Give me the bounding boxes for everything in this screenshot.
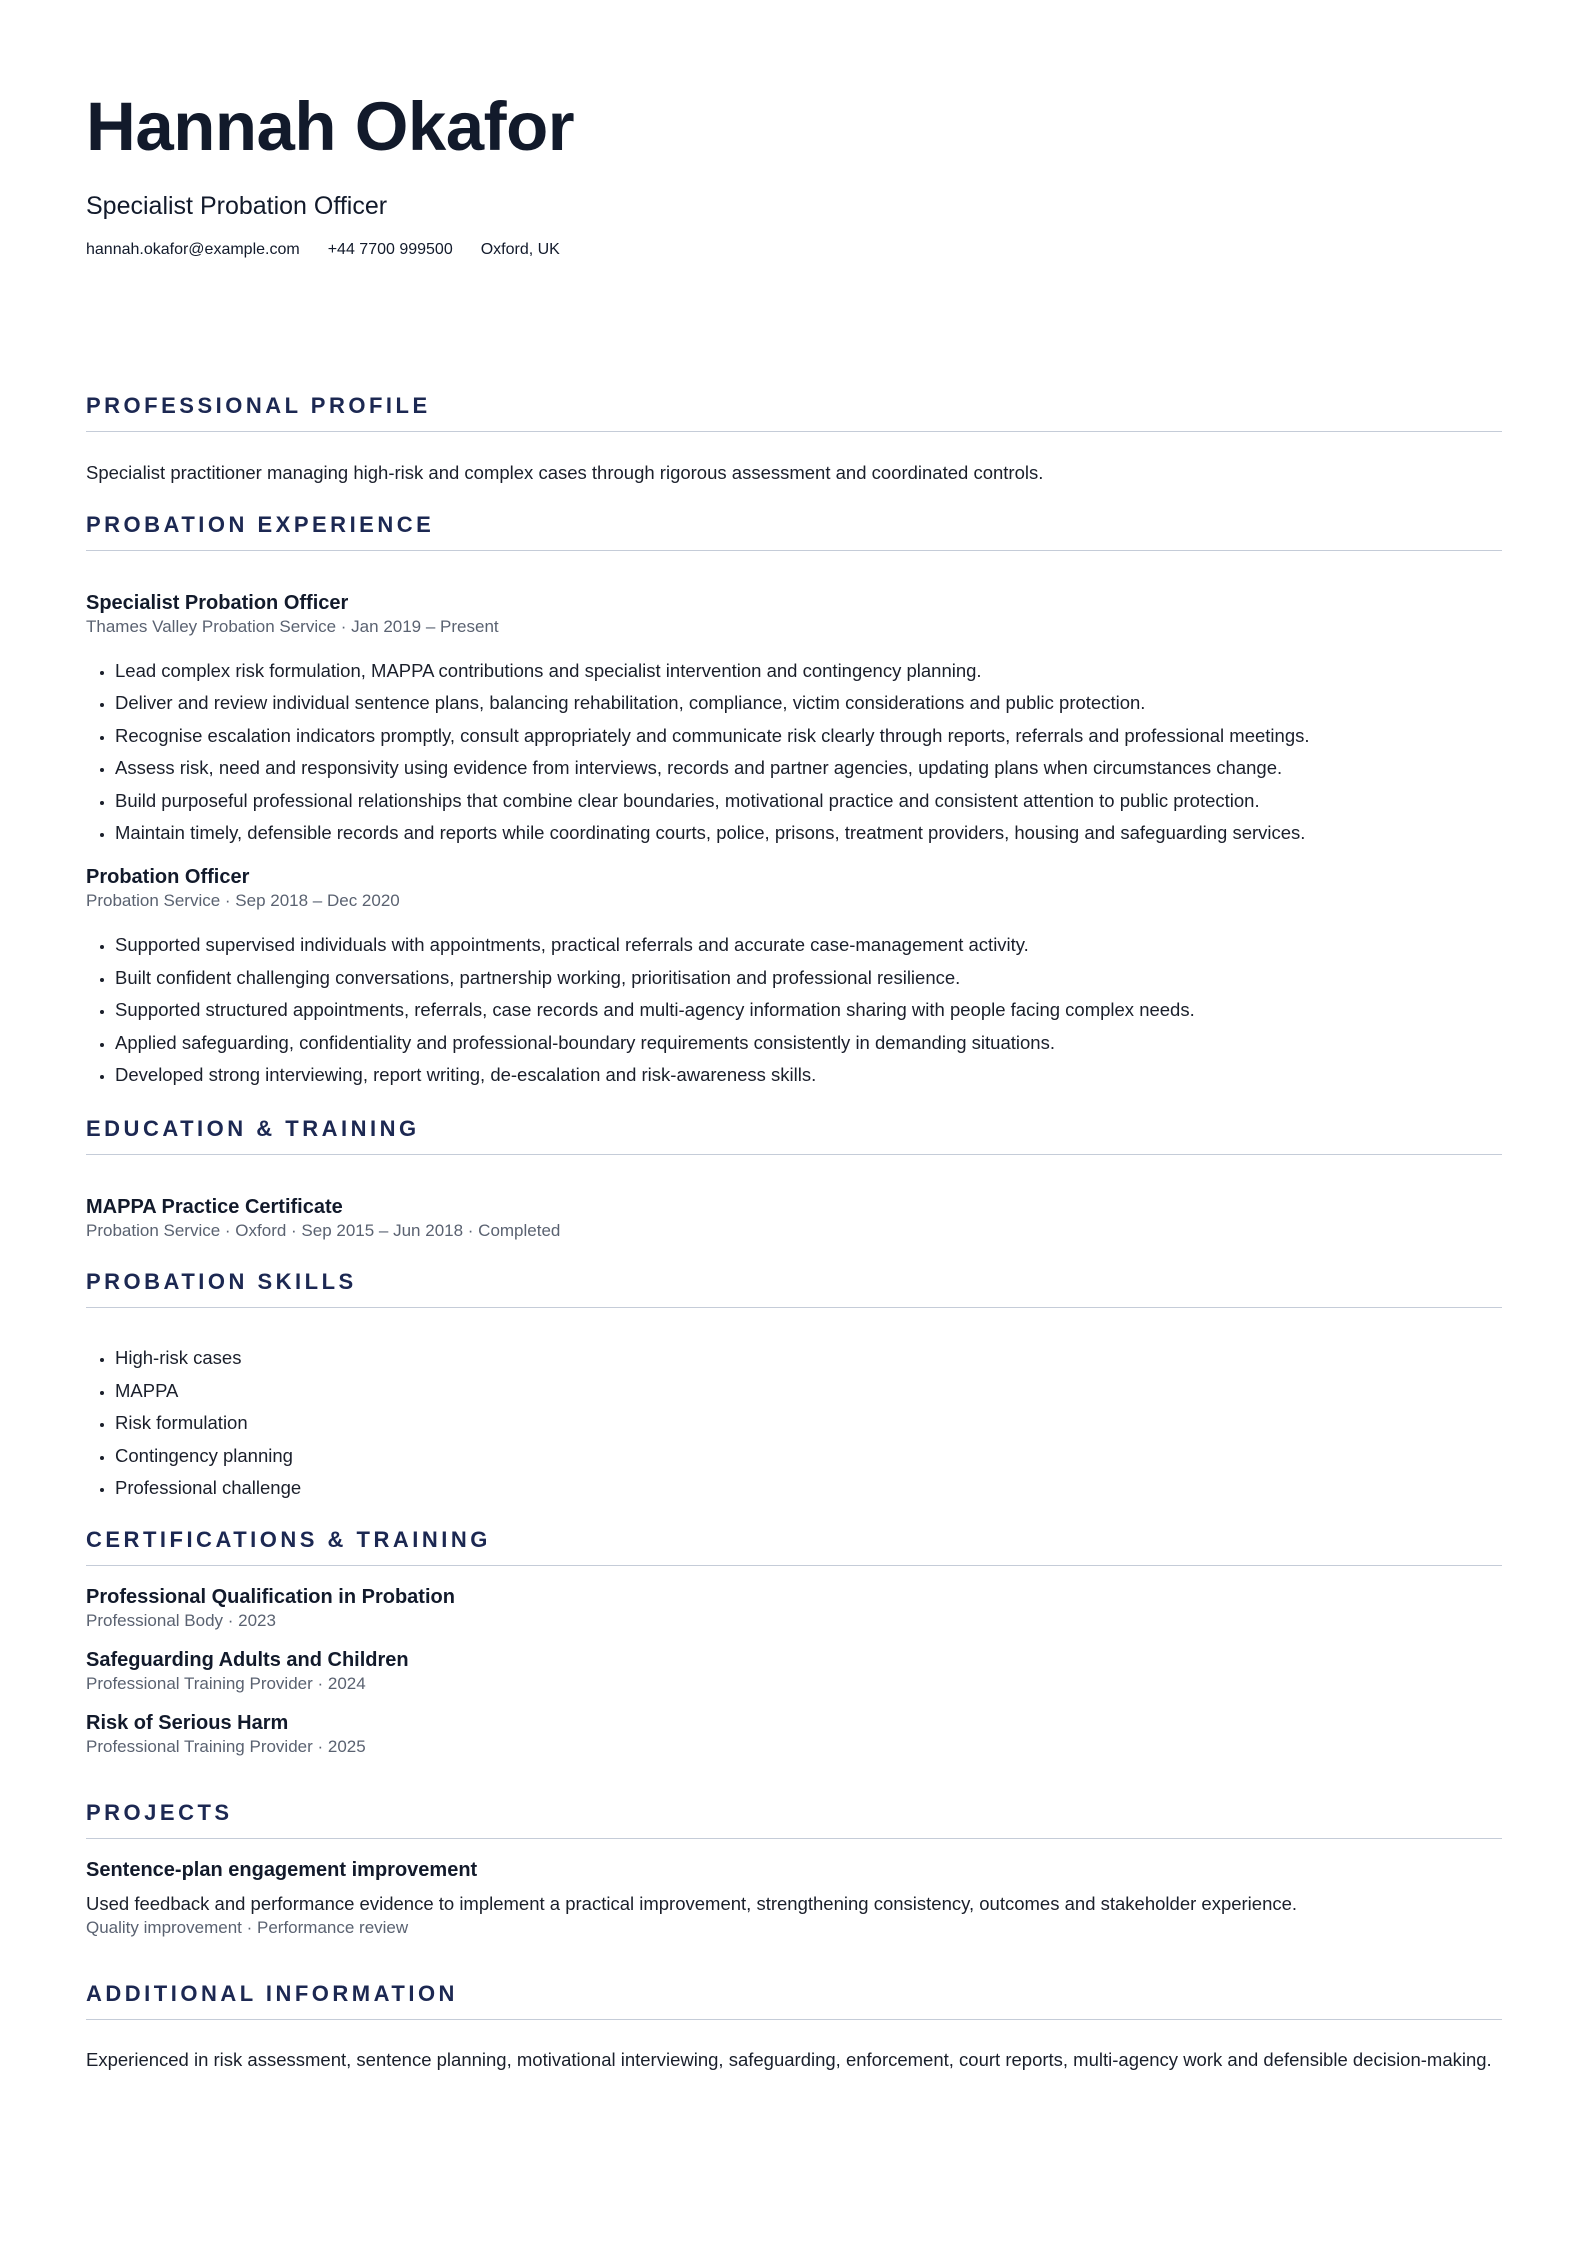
job-bullets — [86, 929, 1502, 1092]
skill-item: • High-risk cases — [115, 1342, 1502, 1375]
contact-email: hannah.okafor@example.com — [86, 241, 300, 258]
certification-meta: Professional Training Provider · 2024 — [86, 1674, 366, 1694]
candidate-name: Hannah Okafor — [86, 88, 575, 165]
education-entry — [86, 1196, 1502, 1241]
job-bullets — [86, 655, 1502, 850]
skill-item: • MAPPA — [115, 1375, 1502, 1408]
projects-heading: PROJECTS — [86, 1800, 1502, 1839]
contact-phone: +44 7700 999500 — [327, 241, 453, 258]
experience-heading: PROBATION EXPERIENCE — [86, 512, 1502, 551]
project-title: Sentence-plan engagement improvement — [86, 1858, 478, 1881]
skills-list — [86, 1342, 1502, 1505]
candidate-title: Specialist Probation Officer — [86, 192, 388, 220]
skill-item: • Professional challenge — [115, 1472, 1502, 1505]
project-entry — [86, 1859, 1502, 1939]
job-title: Specialist Probation Officer — [86, 591, 349, 614]
additional-section — [86, 1981, 1502, 2072]
additional-heading: ADDITIONAL INFORMATION — [86, 1981, 1502, 2020]
bullet-item: • Recognise escalation indicators promptly, consult appropriately and communicate risk clearly through reports, referrals and professional meetings. — [115, 720, 1502, 753]
certification-meta: Professional Body · 2023 — [86, 1610, 276, 1630]
resume-header — [86, 0, 1502, 259]
profile-heading: PROFESSIONAL PROFILE — [86, 393, 1502, 432]
job-meta: Probation Service · Sep 2018 – Dec 2020 — [86, 890, 400, 910]
profile-text: Specialist practitioner managing high-risk and complex cases through rigorous assessment and coordinated controls. — [86, 462, 1044, 483]
job-meta: Thames Valley Probation Service · Jan 2019 – Present — [86, 616, 499, 636]
contact-location: Oxford, UK — [480, 241, 560, 258]
bullet-item: • Developed strong interviewing, report writing, de-escalation and risk-awareness skills. — [115, 1059, 1502, 1092]
skills-section — [86, 1269, 1502, 1505]
additional-text: Experienced in risk assessment, sentence planning, motivational interviewing, safeguarding, enforcement, court reports, multi-agency work and defensible decision-making. — [86, 2048, 1492, 2070]
certification-entry — [86, 1712, 1502, 1757]
job-entry — [86, 592, 1502, 850]
skills-heading: PROBATION SKILLS — [86, 1269, 1502, 1308]
certification-title: Safeguarding Adults and Children — [86, 1649, 409, 1672]
certifications-heading: CERTIFICATIONS & TRAINING — [86, 1527, 1502, 1566]
education-section — [86, 1116, 1502, 1241]
certification-entry — [86, 1586, 1502, 1631]
education-title: MAPPA Practice Certificate — [86, 1195, 343, 1218]
bullet-item: • Deliver and review individual sentence plans, balancing rehabilitation, compliance, victim considerations and public protection. — [115, 687, 1502, 720]
bullet-item: • Built confident challenging conversations, partnership working, prioritisation and professional resilience. — [115, 962, 1502, 995]
bullet-item: • Supported supervised individuals with appointments, practical referrals and accurate case-management activity. — [115, 929, 1502, 962]
skill-item: • Contingency planning — [115, 1440, 1502, 1473]
bullet-item: • Lead complex risk formulation, MAPPA contributions and specialist intervention and contingency planning. — [115, 655, 1502, 688]
profile-section — [86, 393, 1502, 486]
projects-section — [86, 1800, 1502, 1939]
certifications-section — [86, 1527, 1502, 1758]
job-title: Probation Officer — [86, 865, 250, 888]
bullet-item: • Build purposeful professional relationships that combine clear boundaries, motivational practice and consistent attention to public protection. — [115, 785, 1502, 818]
education-meta: Probation Service · Oxford · Sep 2015 – Jun 2018 · Completed — [86, 1220, 561, 1240]
skill-item: • Risk formulation — [115, 1407, 1502, 1440]
experience-section — [86, 512, 1502, 1092]
project-tags: Quality improvement · Performance review — [86, 1918, 409, 1938]
bullet-item: • Assess risk, need and responsivity using evidence from interviews, records and partner agencies, updating plans when circumstances change. — [115, 752, 1502, 785]
certification-title: Risk of Serious Harm — [86, 1712, 289, 1735]
contact-line — [86, 241, 1502, 259]
certification-meta: Professional Training Provider · 2025 — [86, 1737, 366, 1757]
bullet-item: • Applied safeguarding, confidentiality and professional-boundary requirements consistently in demanding situations. — [115, 1027, 1502, 1060]
project-description: Used feedback and performance evidence to implement a practical improvement, strengthening consistency, outcomes and stakeholder experience. — [86, 1892, 1298, 1914]
education-heading: EDUCATION & TRAINING — [86, 1116, 1502, 1155]
certification-entry — [86, 1649, 1502, 1694]
job-entry — [86, 866, 1502, 1092]
bullet-item: • Maintain timely, defensible records and reports while coordinating courts, police, prisons, treatment providers, housing and safeguarding services. — [115, 817, 1502, 850]
certification-title: Professional Qualification in Probation — [86, 1585, 455, 1608]
bullet-item: • Supported structured appointments, referrals, case records and multi-agency information sharing with people facing complex needs. — [115, 994, 1502, 1027]
